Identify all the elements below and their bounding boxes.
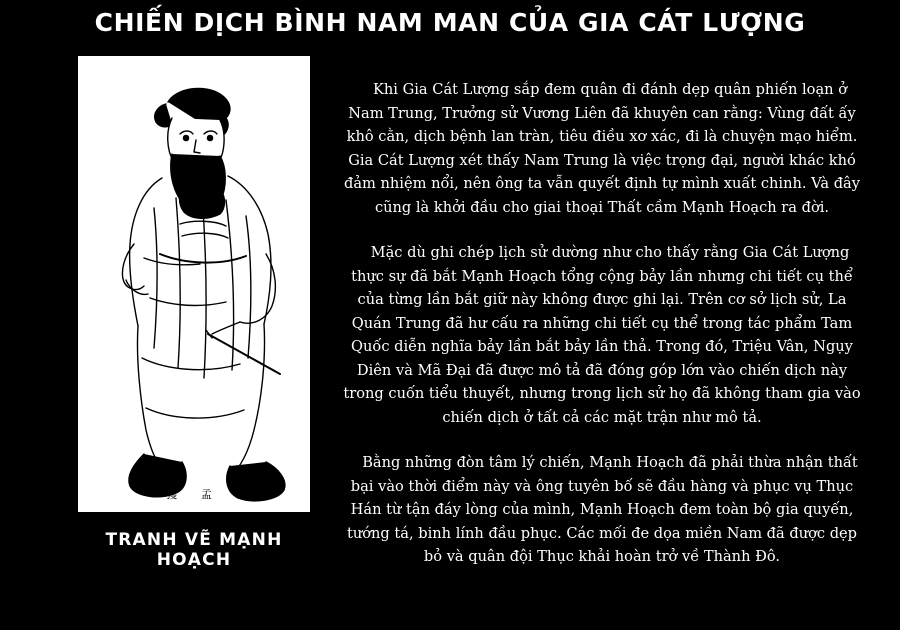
paragraph-2: Mặc dù ghi chép lịch sử dường như cho thấy rằng Gia Cát Lượng thực sự đã bắt Mạnh Hoạch tổng cộng bảy lần nhưng chi tiết cụ thể của từng lần bắt giữ này không được ghi lại. Trên cơ sở lịch sử, La Quán Trung đã hư cấu ra những chi tiết cụ thể trong tác phẩm Tam Quốc diễn nghĩa bảy lần bắt bảy lần thả. Trong đó, Triệu Vân, Ngụy Diên và Mã Đại đã được mô tả đã đóng góp lớn vào chiến dịch này trong cuốn tiểu thuyết, nhưng trong lịch sử họ đã không tham gia vào chiến dịch ở tất cả các mặt trận như mô tả. [343,244,861,426]
figure-inscription: 獲 孟 [166,488,222,501]
figure-block [78,56,310,570]
figure-image-frame [78,56,310,512]
page-title: CHIẾN DỊCH BÌNH NAM MAN CỦA GIA CÁT LƯỢNG [94,8,806,37]
figure-caption: TRANH VẼ MẠNH HOẠCH [105,530,283,570]
article-body [338,78,866,569]
ink-drawing-of-meng-huo [80,58,308,510]
paragraph-3: Bằng những đòn tâm lý chiến, Mạnh Hoạch đã phải thừa nhận thất bại vào thời điểm này và ông tuyên bố sẽ đầu hàng và phục vụ Thục Hán từ tận đáy lòng của mình, Mạnh Hoạch đem toàn bộ gia quyến, tướng tá, binh lính đầu phục. Các mối đe dọa miền Nam đã được dẹp bỏ và quân đội Thục khải hoàn trở về Thành Đô. [346,454,858,565]
paragraph-1: Khi Gia Cát Lượng sắp đem quân đi đánh dẹp quân phiến loạn ở Nam Trung, Trưởng sử Vương Liên đã khuyên can rằng: Vùng đất ấy khô cằn, dịch bệnh lan tràn, tiêu điều xơ xác, đi là chuyện mạo hiểm. Gia Cát Lượng xét thấy Nam Trung là việc trọng đại, người khác khó đảm nhiệm nổi, nên ông ta vẫn quyết định tự mình xuất chinh. Và đây cũng là khởi đầu cho giai thoại Thất cầm Mạnh Hoạch ra đời. [343,81,861,216]
